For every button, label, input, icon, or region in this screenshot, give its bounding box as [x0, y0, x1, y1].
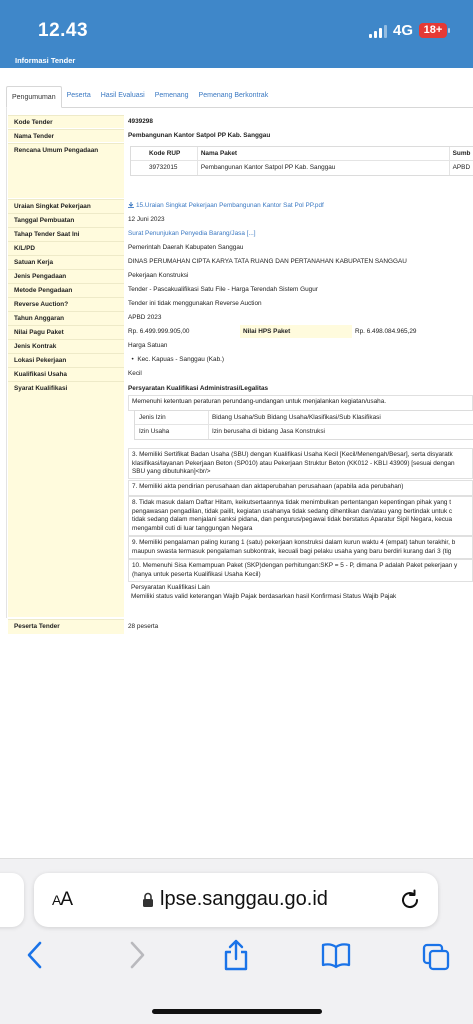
browser-toolbar [0, 858, 473, 1024]
value-pagu: Rp. 6.499.999.905,00 [128, 328, 190, 335]
syarat-item-9 [128, 536, 473, 559]
label-tanggal: Tanggal Pembuatan [8, 213, 124, 227]
label-jenis: Jenis Pengadaan [8, 269, 124, 283]
previous-tab-preview[interactable] [0, 873, 24, 927]
app-header [0, 0, 473, 68]
syarat-line: 10. Memenuhi Sisa Kemampuan Paket (SKP)dengan perhitungan:SKP = 5 - P, dimana P adalah Paket pekerjaan y [132, 562, 458, 569]
izin-ket: Bidang Usaha/Sub Bidang Usaha/Klasifikasi/Sub Klasifikasi [212, 414, 381, 421]
label-rup: Rencana Umum Pengadaan [8, 143, 124, 198]
syarat-heading: Persyaratan Kualifikasi Administrasi/Legalitas [128, 385, 269, 392]
url-text: lpse.sanggau.go.id [160, 888, 328, 910]
syarat-line: 3. Memiliki Sertifikat Badan Usaha (SBU) dengan Kualifikasi Usaha Kecil [Kecil/Menengah/Besar], serta disyaratk [132, 451, 453, 458]
share-icon[interactable] [220, 937, 252, 973]
rup-header-nama: Nama Paket [198, 147, 450, 160]
status-indicators [369, 22, 447, 39]
label-satker: Satuan Kerja [8, 255, 124, 269]
syarat-line: pengawasan pengadilan, tidak pailit, kegiatan usahanya tidak sedang dihentikan dan/atau yang bertindak untuk c [132, 507, 453, 515]
status-time: 12.43 [38, 20, 89, 41]
home-indicator [152, 1009, 322, 1014]
value-kode-tender: 4939298 [128, 118, 153, 125]
rup-sumber: APBD [452, 164, 471, 171]
label-metode: Metode Pengadaan [8, 283, 124, 297]
izin-ket: Izin berusaha di bidang Jasa Konstruksi [212, 428, 325, 435]
syarat-item-7: 7. Memiliki akta pendirian perusahaan dan aktaperubahan perusahaan (apabila ada perubahan) [128, 480, 473, 496]
value-reverse: Tender ini tidak menggunakan Reverse Auction [128, 300, 262, 307]
rup-header-kode: Kode RUP [131, 147, 198, 160]
syarat-line: klasifikasi/layanan Pekerjaan Beton (SP010) atau Pekerjaan Struktur Beton (KK012 - KBLI 43909) [sesuai dengan [132, 459, 455, 467]
table-row [135, 411, 473, 425]
value-kualifikasi: Kecil [128, 370, 142, 377]
label-peserta: Peserta Tender [8, 619, 124, 634]
network-type: 4G [392, 22, 413, 39]
tender-content [6, 84, 473, 630]
syarat-item-10 [128, 559, 473, 582]
syarat-lain [128, 582, 473, 608]
rup-table-header [131, 147, 473, 161]
value-tahun: APBD 2023 [128, 314, 162, 321]
syarat-line: mengambil cuti di luar tanggungan Negara [132, 524, 253, 532]
tender-info-panel [6, 108, 473, 630]
izin-jenis: Jenis Izin [135, 411, 209, 424]
label-syarat: Syarat Kualifikasi [8, 381, 124, 617]
value-klpd: Pemerintah Daerah Kabupaten Sanggau [128, 244, 244, 251]
label-reverse: Reverse Auction? [8, 297, 124, 311]
page-title: Informasi Tender [15, 56, 76, 65]
value-lokasi: • Kec. Kapuas - Sanggau (Kab.) [128, 356, 225, 363]
value-peserta: 28 peserta [128, 623, 159, 630]
back-icon[interactable] [20, 937, 52, 973]
tab-peserta[interactable]: Peserta [66, 92, 91, 99]
tab-pemenang[interactable]: Pemenang [154, 92, 189, 99]
syarat-line: 9. Memiliki pengalaman paling kurang 1 (satu) pekerjaan konstruksi dalam kurun waktu 4 (empat) tahun terakhir, b [132, 539, 456, 546]
table-row [131, 161, 473, 175]
syarat-line: (hanya untuk peserta Kualifikasi Usaha Kecil) [132, 570, 261, 578]
uraian-file-name: 15.Uraian Singkat Pekerjaan Pembangunan Kantor Sat Pol PP.pdf [136, 202, 324, 209]
tabs-icon[interactable] [420, 937, 452, 973]
value-satker: DINAS PERUMAHAN CIPTA KARYA TATA RUANG DAN PERTANAHAN KABUPATEN SANGGAU [128, 258, 407, 265]
signal-icon [369, 24, 387, 38]
forward-icon[interactable] [120, 937, 152, 973]
value-tanggal: 12 Juni 2023 [128, 216, 165, 223]
value-nama-tender: Pembangunan Kantor Satpol PP Kab. Sanggau [128, 132, 271, 139]
label-kontrak: Jenis Kontrak [8, 339, 124, 353]
syarat-lain-text: Memiliki status valid keterangan Wajib Pajak berdasarkan hasil Konfirmasi Status Wajib Pajak [131, 592, 397, 600]
aa-small: A [52, 892, 61, 908]
label-nama-tender: Nama Tender [8, 129, 124, 142]
address-bar[interactable] [34, 873, 438, 927]
label-hps: Nilai HPS Paket [240, 325, 352, 338]
reader-settings-button[interactable] [52, 889, 72, 911]
syarat-item-3 [128, 448, 473, 479]
label-tahap: Tahap Tender Saat Ini [8, 227, 124, 241]
value-hps: Rp. 6.498.084.965,29 [355, 328, 417, 335]
bookmarks-icon[interactable] [320, 937, 352, 973]
lock-icon [142, 892, 154, 908]
aa-big: A [60, 889, 73, 910]
lokasi-item: Kec. Kapuas - Sanggau (Kab.) [137, 356, 225, 363]
uraian-file-link[interactable] [128, 199, 473, 212]
izin-jenis: Izin Usaha [135, 425, 209, 439]
rup-kode: 39732015 [131, 161, 198, 175]
download-icon [128, 202, 134, 208]
syarat-line: 8. Tidak masuk dalam Daftar Hitam, keikutsertaannya tidak menimbulkan pertentangan kepentingan pihak yang t [132, 499, 452, 506]
tab-pemenang-berkontrak[interactable]: Pemenang Berkontrak [198, 92, 269, 99]
rup-table [130, 146, 473, 176]
tab-pengumuman[interactable]: Pengumuman [6, 86, 62, 108]
battery-icon: 18+ [419, 23, 447, 38]
syarat-intro: Memenuhi ketentuan peraturan perundang-undangan untuk menjalankan kegiatan/usaha. [128, 395, 473, 411]
syarat-line: maupun swasta termasuk pengalaman subkontrak, kecuali bagi pelaku usaha yang baru berdiri kurang dari 3 (tig [132, 547, 452, 555]
syarat-lain-title: Persyaratan Kualifikasi Lain [131, 584, 210, 591]
browser-nav-bar [0, 937, 473, 977]
izin-table [134, 410, 473, 440]
value-kontrak: Harga Satuan [128, 342, 168, 349]
label-uraian: Uraian Singkat Pekerjaan [8, 199, 124, 213]
label-klpd: K/L/PD [8, 241, 124, 255]
url-display[interactable] [142, 888, 328, 911]
syarat-line: tidak sedang dalam menjalani sanksi pidana, dan pengurus/pegawai tidak berstatus Aparatur Sipil Negara, kecua [132, 516, 453, 523]
table-row [135, 425, 473, 439]
syarat-item-8 [128, 496, 473, 536]
label-kualifikasi: Kualifikasi Usaha [8, 367, 124, 381]
value-metode: Tender - Pascakualifikasi Satu File - Harga Terendah Sistem Gugur [128, 286, 318, 293]
rup-nama: Pembangunan Kantor Satpol PP Kab. Sanggau [198, 161, 450, 175]
value-jenis: Pekerjaan Konstruksi [128, 272, 189, 279]
label-pagu: Nilai Pagu Paket [8, 325, 124, 339]
reload-icon[interactable] [398, 888, 422, 912]
tab-bar [6, 84, 473, 108]
label-lokasi: Lokasi Pekerjaan [8, 353, 124, 367]
tab-hasil-evaluasi[interactable]: Hasil Evaluasi [100, 92, 145, 99]
label-tahun: Tahun Anggaran [8, 311, 124, 325]
label-kode-tender: Kode Tender [8, 115, 124, 128]
tahap-link[interactable]: Surat Penunjukan Penyedia Barang/Jasa [...] [128, 230, 256, 237]
syarat-line: SBU yang dibutuhkan]<br/> [132, 468, 211, 475]
rup-header-sumber: Sumb [452, 150, 471, 157]
